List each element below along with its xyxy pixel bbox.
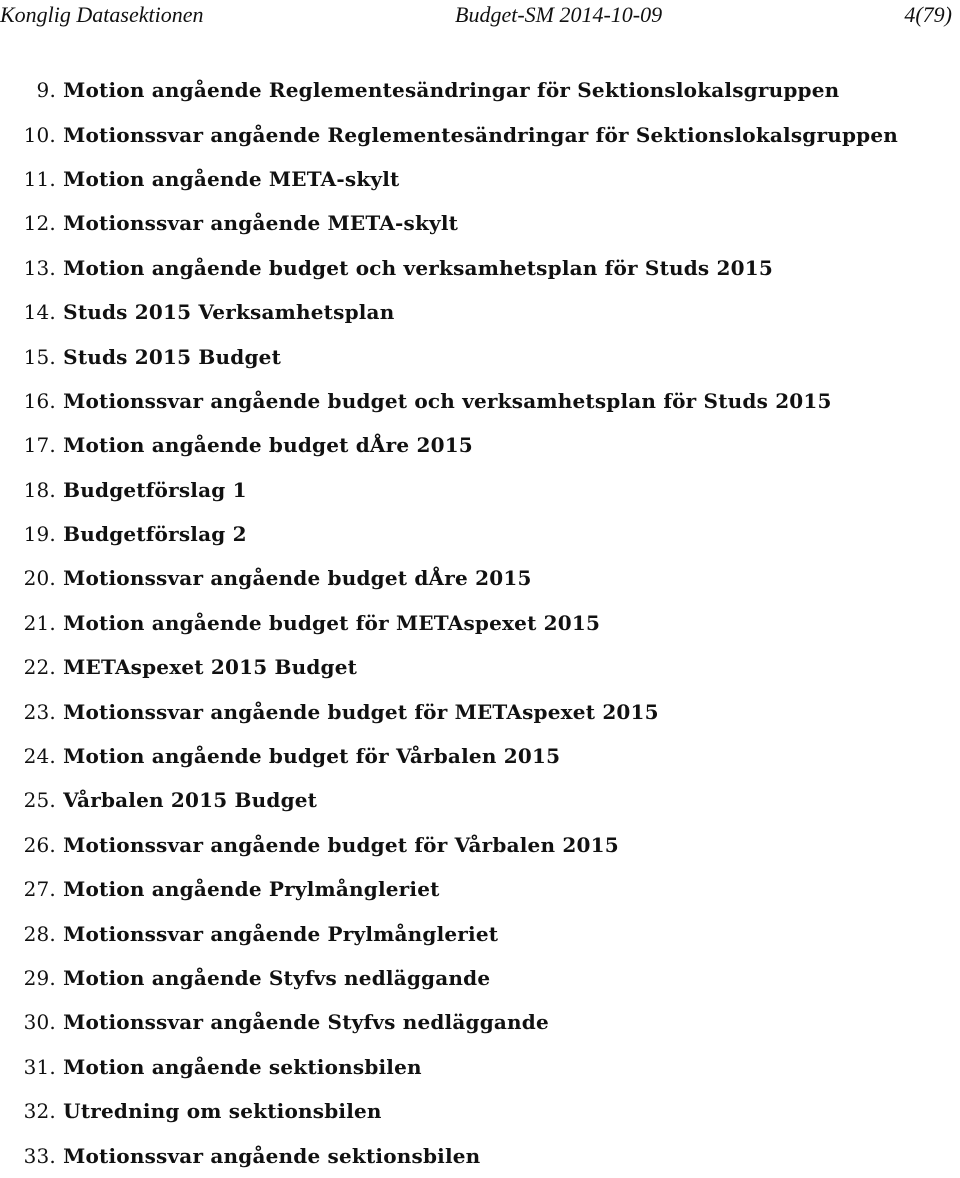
toc-item-number: 15. (23, 344, 56, 369)
toc-item[interactable] (0, 468, 960, 512)
toc-item[interactable] (0, 1045, 960, 1089)
toc-item[interactable] (0, 1133, 960, 1177)
toc-item[interactable] (0, 1000, 960, 1044)
toc-item-label: Budgetförslag 1 (63, 477, 247, 502)
toc-item-label: Studs 2015 Verksamhetsplan (63, 300, 395, 325)
toc-item[interactable] (0, 512, 960, 556)
toc-item-number: 9. (36, 78, 56, 103)
toc-item-number: 25. (23, 788, 56, 813)
toc-item-label: Motion angående Prylmångleriet (63, 877, 440, 902)
toc-item[interactable] (0, 689, 960, 733)
toc-item-number: 23. (23, 699, 56, 724)
toc-item[interactable] (0, 645, 960, 689)
toc-item-number: 16. (23, 388, 56, 413)
toc-item[interactable] (0, 423, 960, 467)
toc-item-label: Motionssvar angående budget för Vårbalen 2015 (63, 832, 619, 857)
toc-item-number: 26. (23, 832, 56, 857)
toc-item-label: METAspexet 2015 Budget (63, 655, 358, 680)
toc-item-label: Motion angående Styfvs nedläggande (63, 966, 491, 990)
toc-item[interactable] (0, 112, 960, 156)
toc-item-number: 13. (23, 255, 56, 280)
page-header (0, 0, 960, 36)
toc-item[interactable] (0, 867, 960, 911)
toc-item-number: 17. (23, 433, 56, 458)
toc-item[interactable] (0, 911, 960, 955)
toc-item-label: Motionssvar angående META-skylt (63, 211, 459, 236)
toc-item-label: Budgetförslag 2 (63, 522, 247, 547)
toc-item-label: Motion angående budget för METAspexet 2015 (63, 610, 601, 635)
toc-item-number: 14. (23, 300, 56, 325)
toc-item-number: 11. (23, 166, 56, 191)
toc-item[interactable] (0, 1089, 960, 1133)
page-number: 4(79) (904, 2, 952, 27)
document-title: Budget-SM 2014-10-09 (455, 2, 663, 27)
toc-item-label: Motion angående META-skylt (63, 166, 400, 191)
toc-item-label: Motion angående budget dÅre 2015 (63, 433, 473, 458)
toc-item-number: 19. (23, 522, 56, 547)
toc-item-label: Studs 2015 Budget (63, 344, 282, 369)
toc-item-label: Motion angående Reglementesändringar för Sektionslokalsgruppen (63, 78, 840, 103)
toc-item-label: Motionssvar angående budget och verksamhetsplan för Studs 2015 (63, 388, 832, 413)
toc-item-number: 32. (23, 1099, 56, 1124)
toc-item[interactable] (0, 379, 960, 423)
toc-item-number: 22. (23, 655, 56, 680)
toc-item-number: 18. (23, 477, 56, 502)
toc-item-label: Motion angående budget och verksamhetsplan för Studs 2015 (63, 255, 774, 280)
toc-item-number: 20. (23, 566, 56, 591)
toc-item-label: Motionssvar angående budget dÅre 2015 (63, 566, 532, 591)
toc-item-label: Motion angående budget för Vårbalen 2015 (63, 744, 561, 769)
toc-item-label: Utredning om sektionsbilen (63, 1099, 382, 1124)
toc-item[interactable] (0, 734, 960, 778)
toc-item-number: 30. (23, 1010, 56, 1035)
organization-name: Konglig Datasektionen (0, 2, 204, 27)
toc-item-label: Vårbalen 2015 Budget (63, 788, 318, 813)
toc-item-number: 27. (23, 877, 56, 902)
toc-item[interactable] (0, 68, 960, 112)
toc-item[interactable] (0, 201, 960, 245)
toc-item-number: 29. (23, 966, 56, 990)
toc-item-number: 10. (23, 122, 56, 147)
toc-item-number: 21. (23, 610, 56, 635)
toc-item-number: 12. (23, 211, 56, 236)
table-of-contents (0, 68, 960, 1178)
toc-item-number: 24. (23, 744, 56, 769)
toc-item-label: Motionssvar angående budget för METAspexet 2015 (63, 699, 659, 724)
toc-item-number: 33. (23, 1143, 56, 1168)
toc-item[interactable] (0, 334, 960, 378)
toc-item-label: Motionssvar angående Reglementesändringar för Sektionslokalsgruppen (63, 122, 899, 147)
toc-item[interactable] (0, 290, 960, 334)
toc-item[interactable] (0, 778, 960, 822)
toc-item[interactable] (0, 956, 960, 1000)
toc-item-number: 31. (23, 1054, 56, 1079)
toc-item-label: Motion angående sektionsbilen (63, 1054, 422, 1079)
toc-item-label: Motionssvar angående Prylmångleriet (63, 921, 499, 946)
toc-item-label: Motionssvar angående sektionsbilen (63, 1143, 481, 1168)
toc-item[interactable] (0, 246, 960, 290)
toc-item[interactable] (0, 601, 960, 645)
toc-item[interactable] (0, 823, 960, 867)
toc-item-number: 28. (23, 921, 56, 946)
toc-item[interactable] (0, 157, 960, 201)
toc-item-label: Motionssvar angående Styfvs nedläggande (63, 1010, 549, 1035)
toc-item[interactable] (0, 556, 960, 600)
